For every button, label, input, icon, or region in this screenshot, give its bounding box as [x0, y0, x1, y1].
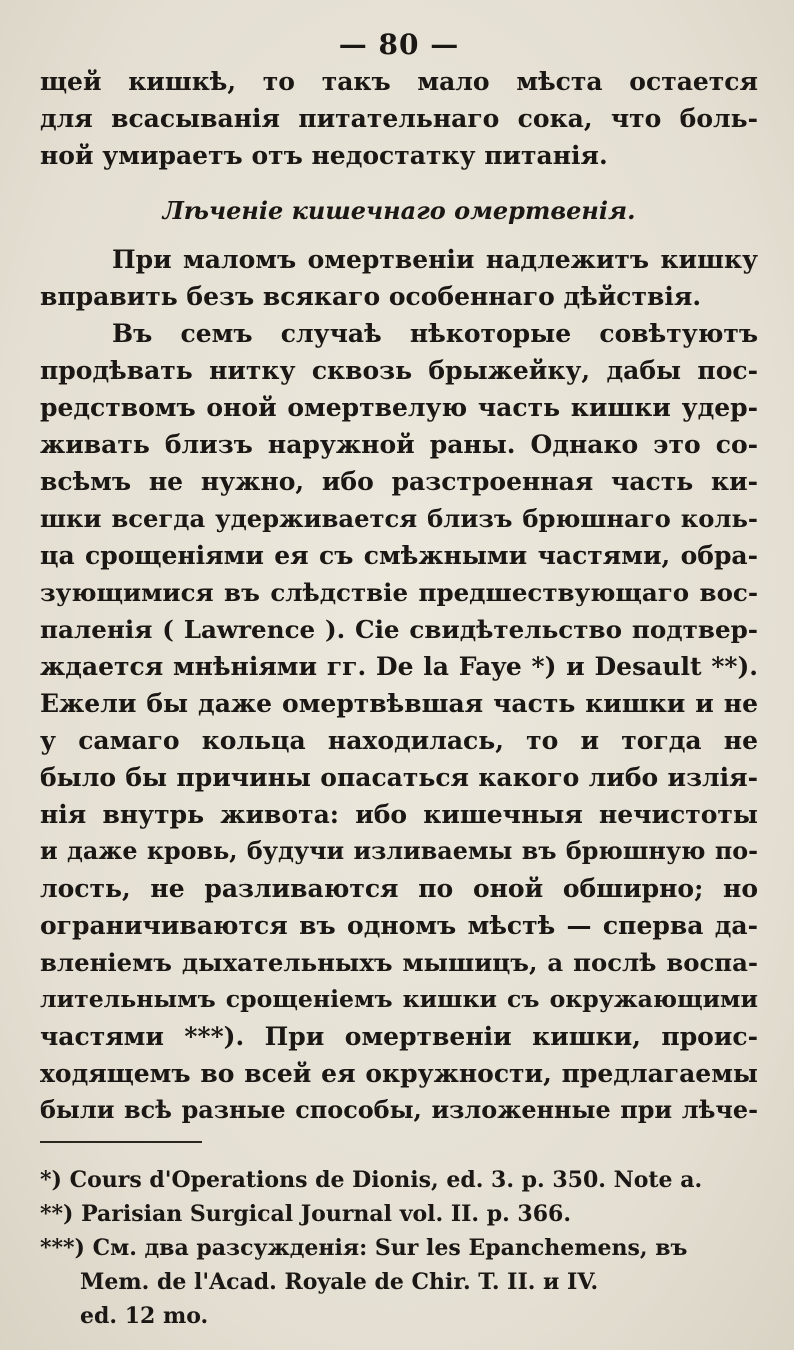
- text-line: живать близъ наружной раны. Однако это со-: [40, 430, 758, 459]
- footnote: **) Parisian Surgical Journal vol. II. p. 366.: [40, 1201, 572, 1227]
- text-line: были всѣ разные способы, изложенные при лѣче-: [40, 1096, 758, 1124]
- text-line: вправить безъ всякаго особеннаго дѣйствія.: [40, 282, 702, 311]
- text-line: ца срощеніями ея съ смѣжными частями, обра-: [40, 541, 758, 570]
- text-line: было бы причины опасаться какого либо излія-: [40, 763, 758, 792]
- footnote-divider: [40, 1141, 202, 1143]
- text-line: у самаго кольца находилась, то и тогда не: [40, 726, 758, 755]
- text-line: всѣмъ не нужно, ибо разстроенная часть ки-: [40, 467, 758, 496]
- text-line: ограничиваются въ одномъ мѣстѣ — сперва да-: [40, 911, 758, 940]
- text-line: вленіемъ дыхательныхъ мышицъ, а послѣ воспа-: [40, 948, 758, 977]
- text-line: При маломъ омертвеніи надлежитъ кишку: [112, 245, 758, 274]
- footnotes: [40, 1163, 758, 1333]
- text-line: щей кишкѣ, то такъ мало мѣста остается: [40, 67, 758, 96]
- text-line: Въ семъ случаѣ нѣкоторые совѣтуютъ: [112, 319, 758, 348]
- text-line: Ежели бы даже омертвѣвшая часть кишки и не: [40, 689, 758, 718]
- page-number: — 80 —: [338, 28, 460, 61]
- text-line: шки всегда удерживается близъ брюшнаго коль-: [40, 504, 758, 533]
- intro-paragraph: [40, 63, 758, 174]
- text-line: для всасыванія питательнаго сока, что боль-: [40, 104, 758, 133]
- text-line: и даже кровь, будучи изливаемы въ брюшную по-: [40, 837, 758, 865]
- text-line: зующимися въ слѣдствіе предшествующаго вос-: [40, 578, 758, 607]
- text-line: паленія ( Lawrence ). Сіе свидѣтельство подтвер-: [40, 615, 758, 644]
- text-line: нія внутрь живота: ибо кишечныя нечистоты: [40, 800, 758, 829]
- text-line: редствомъ оной омертвелую часть кишки удер-: [40, 393, 758, 422]
- footnote: ***) См. два разсужденія: Sur les Epanchemens, въ: [40, 1235, 688, 1261]
- footnote-continuation: ed. 12 mo.: [80, 1303, 209, 1329]
- footnote: *) Cours d'Operations de Dionis, ed. 3. p. 350. Note a.: [40, 1167, 703, 1193]
- text-line: лость, не разливаются по оной обширно; но: [40, 874, 758, 903]
- text-line: продѣвать нитку сквозь брыжейку, дабы пос-: [40, 356, 758, 385]
- section-heading: Лѣченіе кишечнаго омертвенія.: [162, 196, 636, 225]
- text-line: ждается мнѣніями гг. De la Faye *) и Desault **).: [40, 652, 758, 681]
- text-line: лительнымъ срощеніемъ кишки съ окружающими: [40, 985, 758, 1013]
- text-line: частями ***). При омертвеніи кишки, проис-: [40, 1022, 758, 1051]
- text-line: ной умираетъ отъ недостатку питанія.: [40, 141, 608, 170]
- footnote-continuation: Mem. de l'Acad. Royale de Chir. T. II. и IV.: [80, 1269, 599, 1295]
- body-text: [40, 241, 758, 1129]
- text-line: ходящемъ во всей ея окружности, предлагаемы: [40, 1059, 758, 1088]
